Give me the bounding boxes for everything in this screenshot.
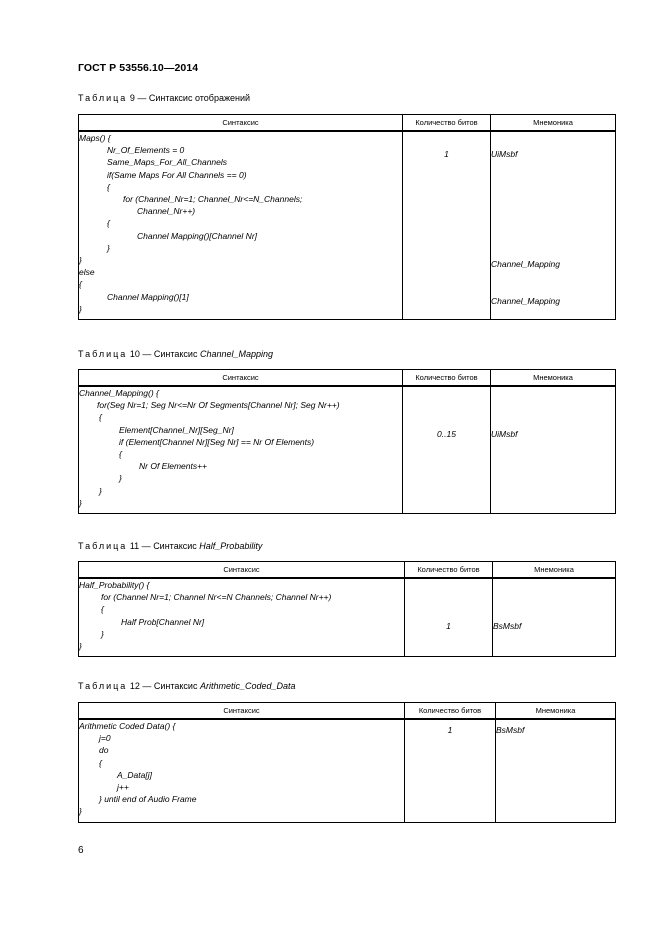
spacer-line — [496, 797, 615, 809]
page-number: 6 — [78, 845, 84, 856]
caption-prefix: Таблица — [78, 541, 128, 551]
mnemonic-cell — [493, 578, 616, 657]
spacer-line — [496, 773, 615, 785]
spacer-line — [403, 391, 490, 403]
spacer-line — [403, 160, 490, 172]
caption-italic: Channel_Mapping — [199, 349, 274, 359]
spacer-line — [491, 221, 615, 233]
spacer-line — [491, 209, 615, 221]
spacer-line — [491, 282, 615, 294]
spacer-line — [405, 607, 492, 619]
code-line: } — [79, 806, 82, 817]
caption-text: Синтаксис — [153, 541, 197, 551]
spacer-line — [491, 197, 615, 209]
bits-value: 0..15 — [437, 428, 456, 439]
table-10-caption — [78, 349, 273, 359]
code-line: Element[Channel_Nr][Seg_Nr] — [119, 424, 234, 435]
table-12-caption — [78, 681, 296, 691]
mnemonic-cell — [491, 386, 616, 514]
code-line: } — [79, 303, 82, 314]
spacer-line — [403, 452, 490, 464]
caption-dash: — — [142, 681, 152, 691]
spacer-line — [405, 809, 495, 821]
code-line: } — [79, 255, 82, 266]
spacer-line — [403, 246, 490, 258]
code-line: if (Element[Channel Nr][Seg Nr] == Nr Of Elements) — [119, 436, 315, 447]
spacer-line — [403, 136, 490, 148]
code-line: { — [99, 757, 102, 768]
spacer-line — [491, 440, 615, 452]
spacer-line — [403, 173, 490, 185]
spacer-line — [496, 736, 615, 748]
caption-number: 12 — [129, 681, 140, 691]
table-12 — [78, 702, 616, 823]
table-9-caption — [78, 93, 250, 103]
table-10 — [78, 369, 616, 514]
syntax-cell — [79, 386, 403, 514]
caption-dash: — — [142, 349, 152, 359]
caption-prefix: Таблица — [78, 349, 128, 359]
spacer-line — [496, 748, 615, 760]
spacer-line — [405, 748, 495, 760]
code-line: Channel_Mapping() { — [79, 388, 159, 398]
code-line: Channel Mapping()[1] — [107, 291, 189, 302]
table-9 — [78, 114, 616, 320]
spacer-line — [496, 785, 615, 797]
code-line: for(Seg Nr=1; Seg Nr<=Nr Of Segments[Channel Nr]; Seg Nr++) — [97, 400, 340, 411]
code-line: Nr Of Elements++ — [139, 461, 208, 472]
caption-number: 11 — [129, 541, 140, 551]
spacer-line — [403, 270, 490, 282]
code-line: if(Same Maps For All Channels == 0) — [107, 169, 247, 180]
caption-italic: Arithmetic_Coded_Data — [199, 681, 296, 691]
caption-italic: Half_Probability — [199, 541, 263, 551]
spacer-line — [491, 391, 615, 403]
table-11-caption — [78, 541, 262, 551]
spacer-line — [491, 307, 615, 319]
spacer-line — [491, 476, 615, 488]
table-11 — [78, 561, 616, 657]
syntax-cell — [79, 578, 405, 657]
code-line: Channel Mapping()[Channel Nr] — [137, 230, 258, 241]
spacer-line — [491, 185, 615, 197]
caption-dash: — — [141, 541, 151, 551]
spacer-line — [491, 452, 615, 464]
code-line: j++ — [117, 782, 129, 793]
code-line: { — [79, 279, 82, 290]
caption-text: Синтаксис отображений — [148, 93, 250, 103]
spacer-line — [403, 221, 490, 233]
spacer-line — [405, 644, 492, 656]
spacer-line — [491, 415, 615, 427]
spacer-line — [493, 595, 615, 607]
col-header-syntax: Синтаксис — [79, 703, 405, 720]
mnemonic-value: UiMsbf — [491, 428, 518, 439]
spacer-line — [493, 607, 615, 619]
spacer-line — [491, 234, 615, 246]
code-line: for (Channel_Nr=1; Channel_Nr<=N_Channels; — [123, 194, 303, 205]
spacer-line — [403, 464, 490, 476]
caption-prefix: Таблица — [78, 681, 128, 691]
spacer-line — [403, 440, 490, 452]
spacer-line — [491, 501, 615, 513]
caption-number: 9 — [129, 93, 135, 103]
caption-dash: — — [137, 93, 147, 103]
col-header-syntax: Синтаксис — [79, 562, 405, 579]
col-header-mnemonic: Мнемоника — [491, 115, 616, 132]
bits-cell — [403, 386, 491, 514]
spacer-line — [403, 185, 490, 197]
spacer-line — [491, 173, 615, 185]
document-header: ГОСТ Р 53556.10—2014 — [78, 62, 199, 74]
caption-number: 10 — [129, 349, 140, 359]
col-header-syntax: Синтаксис — [79, 370, 403, 387]
spacer-line — [403, 197, 490, 209]
spacer-line — [491, 160, 615, 172]
spacer-line — [405, 773, 495, 785]
spacer-line — [405, 797, 495, 809]
col-header-bits: Количество битов — [405, 703, 496, 720]
caption-text: Синтаксис — [153, 681, 198, 691]
syntax-cell — [79, 131, 403, 320]
mnemonic-cell — [496, 719, 616, 822]
spacer-line — [491, 464, 615, 476]
col-header-mnemonic: Мнемоника — [493, 562, 616, 579]
spacer-line — [493, 644, 615, 656]
spacer-line — [405, 736, 495, 748]
code-line: for (Channel Nr=1; Channel Nr<=N Channels; Channel Nr++) — [101, 592, 332, 603]
mnemonic-value: BsMsbf — [493, 620, 522, 631]
bits-value: 1 — [447, 725, 453, 735]
spacer-line — [493, 632, 615, 644]
spacer-line — [403, 307, 490, 319]
code-line: } — [107, 242, 110, 253]
bits-cell — [403, 131, 491, 320]
mnemonic-value: Channel_Mapping — [491, 295, 560, 306]
spacer-line — [405, 785, 495, 797]
bits-value: 1 — [446, 620, 451, 631]
code-line: { — [99, 412, 102, 423]
spacer-line — [405, 595, 492, 607]
col-header-mnemonic: Мнемоника — [491, 370, 616, 387]
spacer-line — [403, 476, 490, 488]
code-line: } — [119, 473, 122, 484]
spacer-line — [491, 489, 615, 501]
col-header-bits: Количество битов — [405, 562, 493, 579]
code-line: Half Prob[Channel Nr] — [121, 616, 205, 627]
code-line: { — [119, 449, 122, 460]
code-line: } — [99, 485, 102, 496]
spacer-line — [491, 246, 615, 258]
code-line: j=0 — [99, 733, 111, 744]
code-line: else — [79, 267, 95, 278]
code-line: Nr_Of_Elements = 0 — [107, 145, 185, 156]
spacer-line — [403, 403, 490, 415]
spacer-line — [405, 583, 492, 595]
spacer-line — [403, 489, 490, 501]
spacer-line — [491, 270, 615, 282]
mnemonic-value: UiMsbf — [491, 149, 518, 160]
code-line: Half_Probability() { — [79, 580, 150, 590]
col-header-bits: Количество битов — [403, 115, 491, 132]
spacer-line — [403, 295, 490, 307]
code-line: } — [79, 497, 82, 508]
spacer-line — [403, 209, 490, 221]
code-line: Same_Maps_For_All_Channels — [107, 157, 228, 168]
spacer-line — [491, 403, 615, 415]
code-line: do — [99, 745, 109, 756]
spacer-line — [405, 761, 495, 773]
caption-text: Синтаксис — [153, 349, 198, 359]
bits-cell — [405, 719, 496, 822]
spacer-line — [403, 258, 490, 270]
code-line: A_Data[j] — [117, 769, 152, 780]
syntax-cell — [79, 719, 405, 822]
spacer-line — [496, 761, 615, 773]
col-header-syntax: Синтаксис — [79, 115, 403, 132]
spacer-line — [403, 501, 490, 513]
mnemonic-cell — [491, 131, 616, 320]
col-header-bits: Количество битов — [403, 370, 491, 387]
mnemonic-value: Channel_Mapping — [491, 259, 560, 270]
spacer-line — [403, 415, 490, 427]
mnemonic-value: BsMsbf — [496, 725, 525, 735]
code-line: Maps() { — [79, 133, 111, 143]
col-header-mnemonic: Мнемоника — [496, 703, 616, 720]
code-line: Channel_Nr++) — [137, 206, 196, 217]
code-line: { — [107, 218, 110, 229]
bits-value: 1 — [444, 149, 449, 160]
caption-prefix: Таблица — [78, 93, 128, 103]
code-line: { — [107, 181, 110, 192]
spacer-line — [493, 583, 615, 595]
code-line: Arithmetic Coded Data() { — [79, 721, 176, 731]
spacer-line — [403, 282, 490, 294]
code-line: } — [79, 641, 82, 652]
code-line: } until end of Audio Frame — [99, 794, 197, 805]
spacer-line — [403, 234, 490, 246]
spacer-line — [491, 136, 615, 148]
code-line: { — [101, 604, 104, 615]
spacer-line — [405, 632, 492, 644]
code-line: } — [101, 628, 104, 639]
bits-cell — [405, 578, 493, 657]
spacer-line — [496, 809, 615, 821]
